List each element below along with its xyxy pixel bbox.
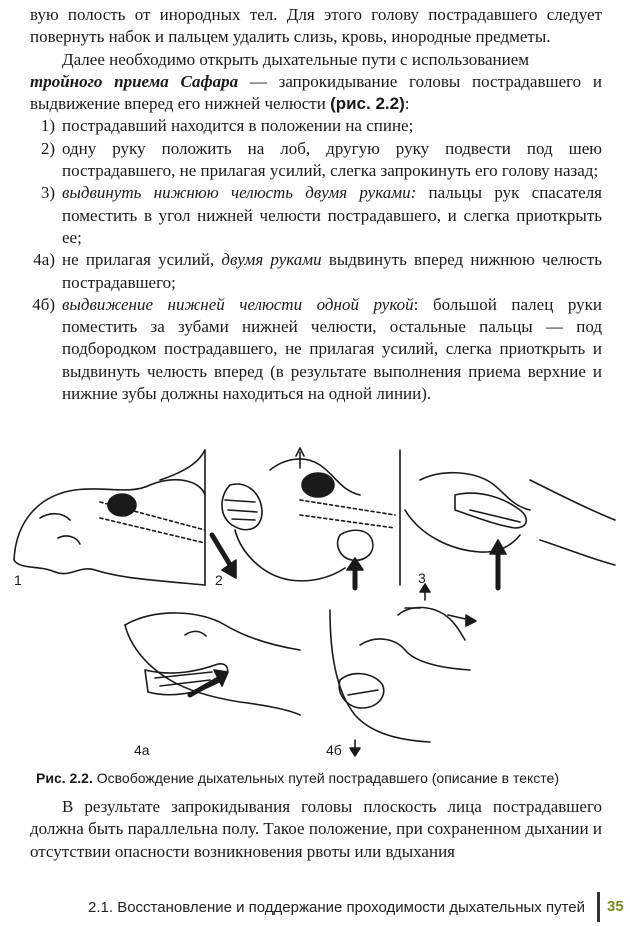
top-text-block — [30, 4, 602, 405]
step-prefix: не прилагая усилий, — [62, 250, 222, 270]
panel-label-4a: 4а — [134, 742, 150, 758]
list-item — [30, 294, 602, 405]
caption-text: Освобождение дыхательных путей пострадавшего (описание в тексте) — [92, 770, 559, 786]
step-emphasis: двумя руками — [221, 250, 322, 270]
panel-label-4b: 4б — [326, 742, 342, 758]
figure-caption — [36, 770, 616, 786]
step-body — [62, 249, 602, 294]
step-body — [62, 294, 602, 405]
step-emphasis: выдвинуть нижнюю челюсть двумя руками: — [62, 183, 417, 203]
panel-label-2: 2 — [215, 572, 223, 588]
safar-term: тройного приема Сафара — [30, 71, 239, 91]
list-item — [30, 115, 602, 137]
panel-3-illustration — [400, 450, 615, 588]
step-text: выдвинуть вперед нижнюю челюсть пострадавшего; — [62, 250, 602, 292]
page-footer — [0, 888, 630, 926]
step-emphasis: выдвижение нижней челюсти одной рукой — [62, 294, 414, 314]
step-number: 4б) — [32, 294, 55, 314]
step-text: пальцы рук спасателя поместить в угол нижней челюсти пострадавшего, и слегка приоткрыть ее; — [62, 183, 602, 247]
caption-label: Рис. 2.2. — [36, 770, 93, 786]
paragraph-continued: вую полость от инородных тел. Для этого голову пострадавшего следует повернуть набок и пальцем удалить слизь, кровь, инородные предметы. — [30, 5, 602, 47]
step-number: 3) — [40, 183, 55, 203]
safar-description: — запрокидывание головы пострадавшего и выдвижение вперед его нижней челюсти — [30, 71, 602, 114]
running-footer: 2.1. Восстановление и поддержание проходимости дыхательных путей — [88, 899, 585, 916]
paragraph-result: В результате запрокидывания головы плоскость лица пострадавшего должна быть параллельна полу. Такое положение, при сохраненном дыхании и отсутствии опасности возникновения рвоты или вдыхания — [30, 797, 602, 861]
step-text: пострадавший находится в положении на спине; — [62, 116, 414, 136]
panel-2-illustration — [205, 448, 395, 588]
list-item — [30, 182, 602, 249]
panel-4b-illustration — [330, 584, 476, 756]
list-item — [30, 138, 602, 183]
figure-airway-maneuver — [0, 440, 630, 770]
step-body — [62, 182, 602, 249]
panel-1-illustration — [14, 450, 205, 585]
figure-reference: (рис. 2.2) — [330, 94, 405, 114]
step-number: 4а) — [33, 250, 55, 270]
panel-label-3: 3 — [418, 570, 426, 586]
panel-4a-illustration — [125, 613, 300, 715]
list-item — [30, 249, 602, 294]
step-number: 2) — [40, 138, 55, 158]
bottom-text-block — [30, 796, 602, 863]
footer-divider — [597, 892, 600, 922]
panel-label-1: 1 — [14, 572, 22, 588]
step-text: : большой палец руки поместить за зубами нижней челюсти, остальные пальцы — под подбородком пострадавшего, не прилагая усилий, слегка приоткрыть и выдвинуть челюсть вперед (в результате выполнения приема верхние и нижние зубы должны находиться на одной линии). — [62, 294, 603, 404]
step-text: одну руку положить на лоб, другую руку подвести под шею пострадавшего, не прилагая усилий, слегка запрокинуть его голову назад; — [62, 138, 602, 181]
safar-colon: : — [404, 94, 410, 114]
safar-intro: Далее необходимо открыть дыхательные пути с использованием — [62, 49, 530, 69]
step-number: 1) — [40, 116, 55, 136]
page-number: 35 — [607, 898, 624, 915]
paragraph-safar — [30, 49, 602, 116]
steps-list — [30, 115, 602, 405]
illustration-svg — [0, 440, 630, 770]
